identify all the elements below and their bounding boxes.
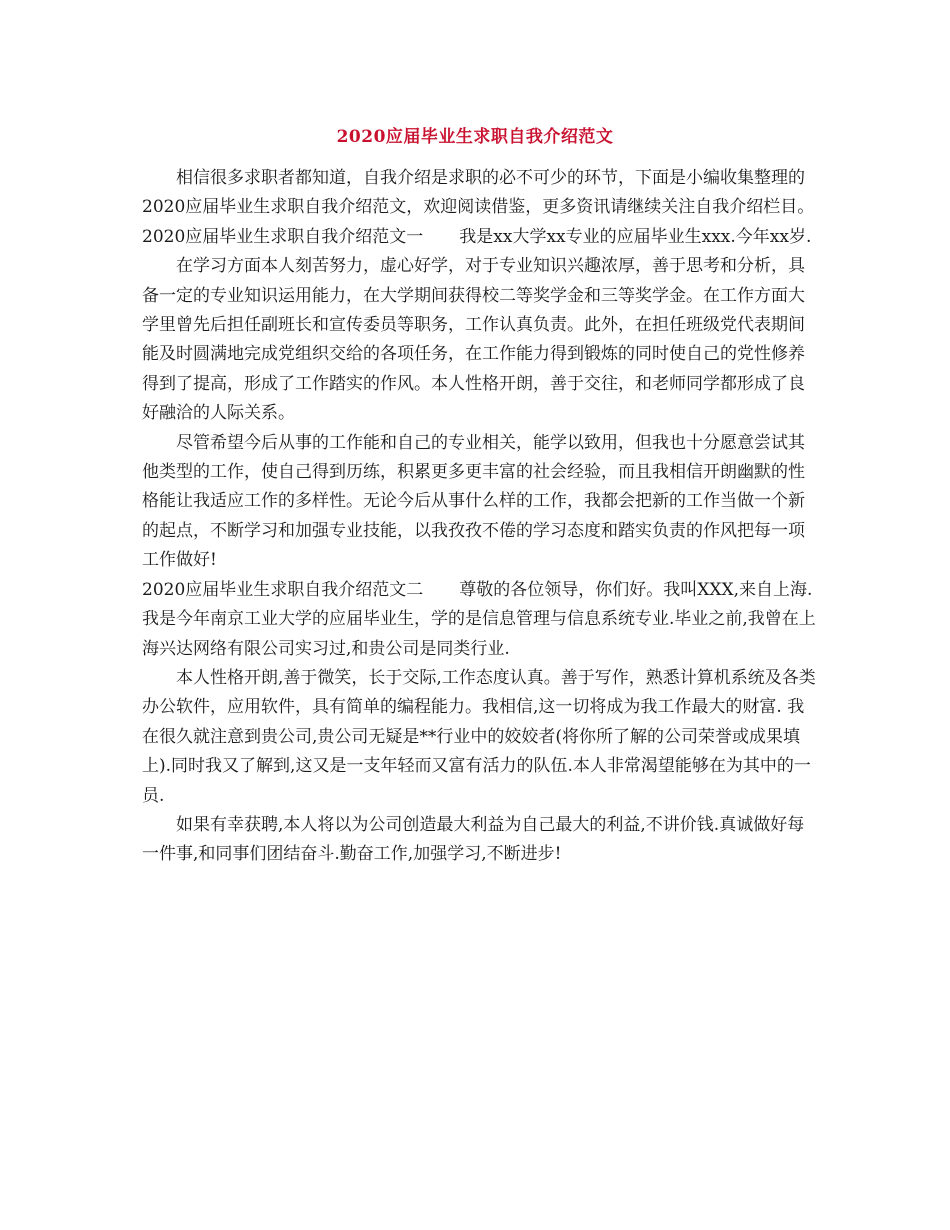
intro-paragraph: 相信很多求职者都知道，自我介绍是求职的必不可少的环节，下面是小编收集整理的2020应届毕业生求职自我介绍范文，欢迎阅读借鉴，更多资讯请继续关注自我介绍栏目。 (142, 168, 815, 218)
section-2-lead: 尊敬的各位领导，你们好。我叫XXX,来自上海.我是今年南京工业大学的应届毕业生，学的是信息管理与信息系统专业.毕业之前,我曾在上海兴达网络有限公司实习过,和贵公司是同类行业. (142, 579, 816, 659)
section-2-block (142, 576, 817, 664)
section-1-lead: 我是xx大学xx专业的应届毕业生xxx.今年xx岁. (459, 226, 812, 247)
section-1-heading: 2020应届毕业生求职自我介绍范文一 (142, 226, 424, 247)
section-1-block (142, 223, 817, 252)
section-1-paragraph-2: 尽管希望今后从事的工作能和自己的专业相关，能学以致用，但我也十分愿意尝试其他类型的工作，使自己得到历练，积累更多更丰富的社会经验，而且我相信开朗幽默的性格能让我适应工作的多样性。无论今后从事什么样的工作，我都会把新的工作当做一个新的起点，不断学习和加强专业技能，以我孜孜不倦的学习态度和踏实负责的作风把每一项工作做好! (142, 432, 805, 571)
section-2-paragraph-2: 如果有幸获聘,本人将以为公司创造最大利益为自己最大的利益,不讲价钱.真诚做好每一件事,和同事们团结奋斗.勤奋工作,加强学习,不断进步! (142, 814, 805, 865)
section-1-paragraph-1: 在学习方面本人刻苦努力，虚心好学，对于专业知识兴趣浓厚，善于思考和分析，具备一定的专业知识运用能力，在大学期间获得校二等奖学金和三等奖学金。在工作方面大学里曾先后担任副班长和宣传委员等职务，工作认真负责。此外，在担任班级党代表期间能及时圆满地完成党组织交给的各项任务，在工作能力得到锻炼的同时使自己的党性修养得到了提高，形成了工作踏实的作风。本人性格开朗，善于交往，和老师同学都形成了良好融洽的人际关系。 (142, 256, 805, 424)
document-title: 2020应届毕业生求职自我介绍范文 (336, 127, 614, 147)
section-2-heading: 2020应届毕业生求职自我介绍范文二 (142, 579, 424, 600)
document-body (142, 164, 817, 870)
section-2-paragraph-1: 本人性格开朗,善于微笑，长于交际,工作态度认真。善于写作，熟悉计算机系统及各类办公软件，应用软件，具有简单的编程能力。我相信,这一切将成为我工作最大的财富. 我在很久就注意到贵公司,贵公司无疑是**行业中的姣姣者(将你所了解的公司荣誉或成果填上).同时我又了解到,这又是一支年轻而又富有活力的队伍.本人非常渴望能够在为其中的一员. (142, 667, 816, 806)
